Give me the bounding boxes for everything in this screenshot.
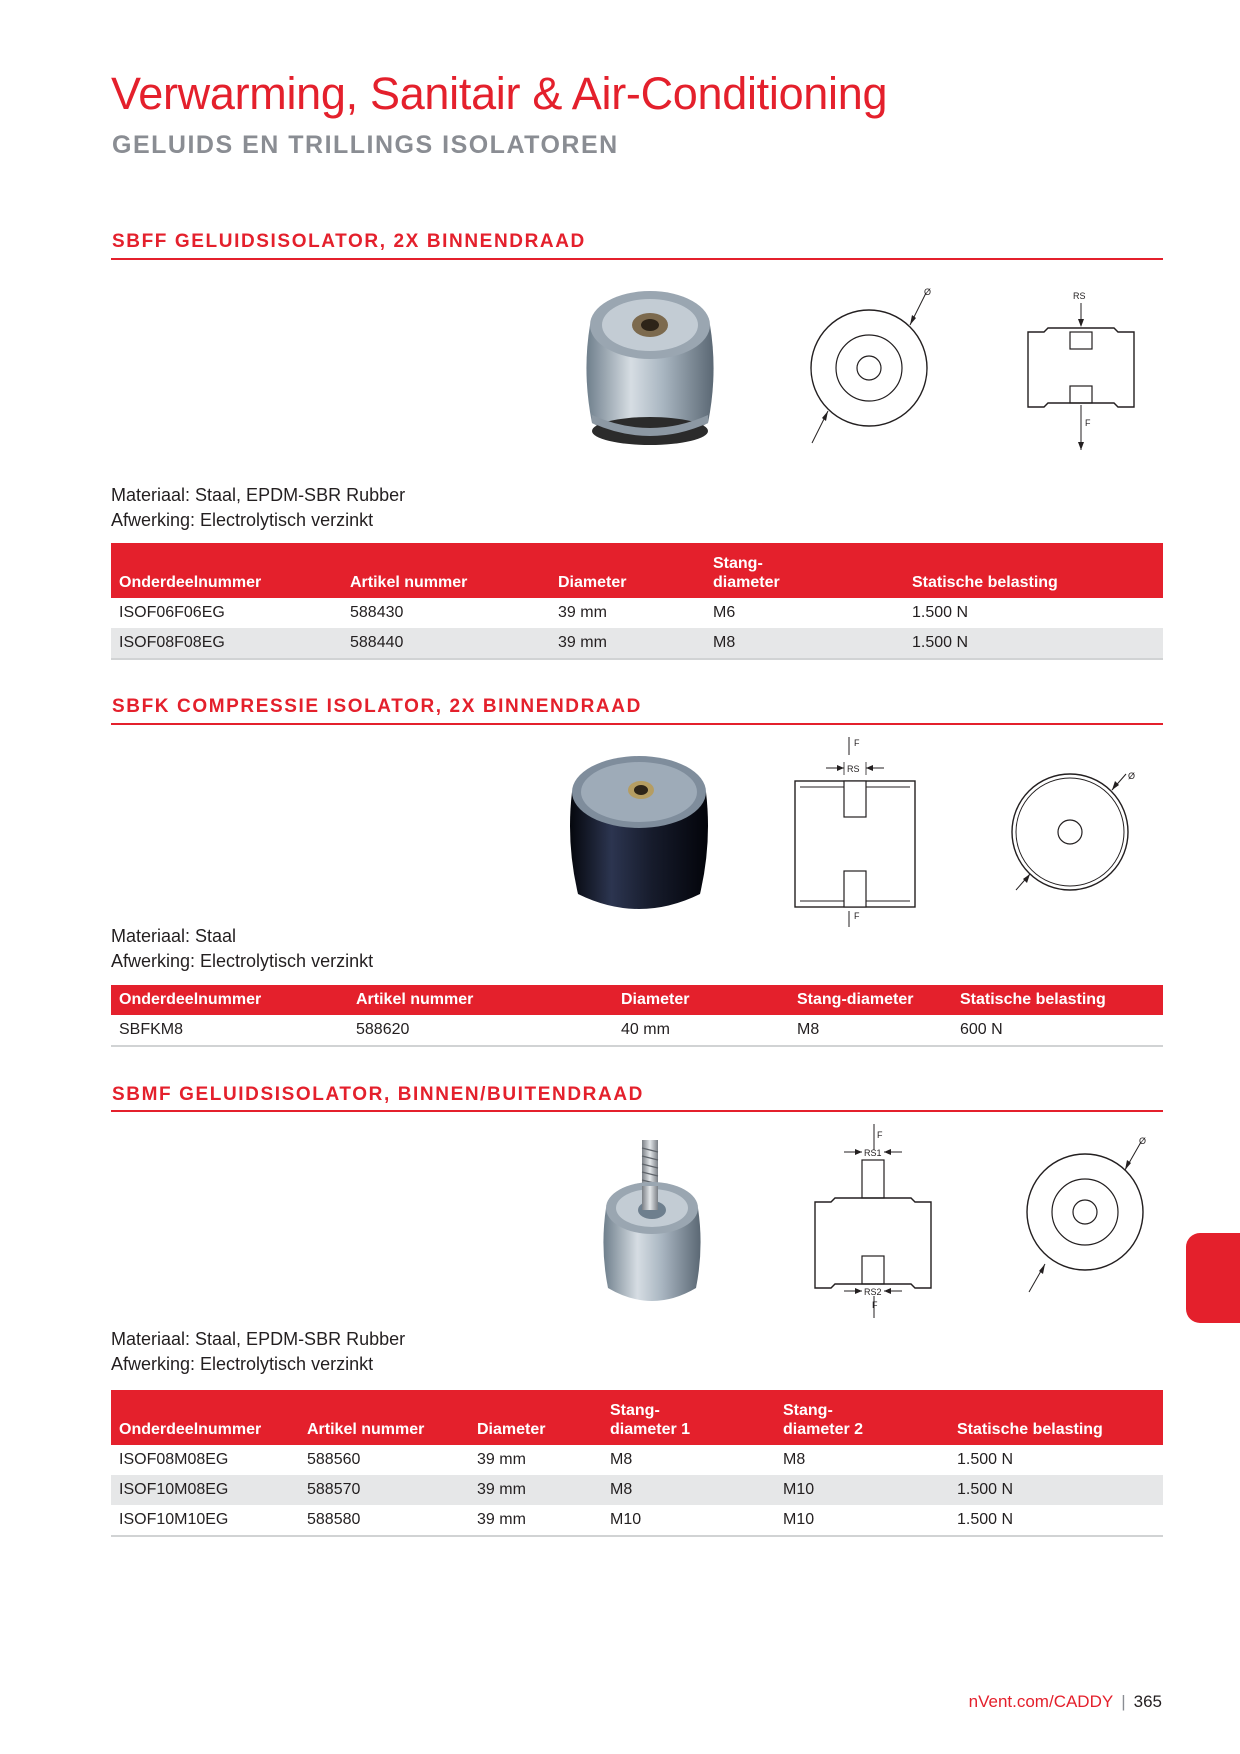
page-title: Verwarming, Sanitair & Air-Conditioning [111, 68, 888, 119]
table-cell: 588430 [350, 604, 404, 621]
rs-label: RS [847, 764, 860, 774]
footer-url[interactable]: nVent.com/CADDY [968, 1692, 1114, 1711]
table-header: Statische belasting [949, 1390, 1163, 1445]
table-cell: 1.500 N [957, 1451, 1014, 1468]
table-cell: M10 [775, 1475, 949, 1505]
page-footer [969, 1692, 1162, 1712]
chapter-tab [1186, 1233, 1240, 1323]
section-heading-sbff: SBFF GELUIDSISOLATOR, 2X BINNENDRAAD [112, 231, 586, 252]
table-cell: 39 mm [477, 1451, 526, 1468]
table-header: Diameter [550, 543, 705, 598]
rs2-label: RS2 [864, 1287, 882, 1297]
table-header: Onderdeelnummer [111, 543, 342, 598]
rs-label: RS [1073, 291, 1086, 301]
table-cell: ISOF08M08EG [119, 1451, 229, 1468]
spec-table-sbff [111, 543, 1163, 660]
table-cell: ISOF06F06EG [119, 604, 225, 621]
table-header: Statische belasting [904, 543, 1163, 598]
table-cell: 39 mm [550, 628, 705, 659]
product-info-sbff [111, 483, 405, 533]
table-row [111, 1445, 1163, 1475]
product-photo-sbmf [598, 1138, 718, 1308]
table-header: Stang- diameter 2 [775, 1390, 949, 1445]
section-heading-sbfk: SBFK COMPRESSIE ISOLATOR, 2X BINNENDRAAD [112, 696, 642, 717]
product-photo-sbff [580, 283, 720, 451]
table-row [111, 598, 1163, 628]
section-heading-sbmf: SBMF GELUIDSISOLATOR, BINNEN/BUITENDRAAD [112, 1084, 644, 1105]
drawing-top-view-sbff [800, 283, 950, 448]
table-cell: M10 [775, 1505, 949, 1536]
table-cell: 40 mm [613, 1015, 789, 1046]
force-label: F [877, 1130, 883, 1140]
table-header: Diameter [613, 985, 789, 1015]
finish-text: Afwerking: Electrolytisch verzinkt [111, 1354, 374, 1374]
section-divider [111, 1110, 1163, 1112]
table-cell: 1.500 N [912, 604, 969, 621]
table-header: Stang-diameter [789, 985, 952, 1015]
diameter-label: Ø [924, 287, 932, 297]
table-header: Statische belasting [952, 985, 1163, 1015]
drawing-side-view-sbff [1010, 283, 1160, 453]
product-photo-sbfk [564, 748, 714, 916]
table-cell: ISOF10M08EG [111, 1475, 299, 1505]
finish-text: Afwerking: Electrolytisch verzinkt [111, 951, 374, 971]
table-cell: M8 [602, 1475, 775, 1505]
page-subtitle: GELUIDS EN TRILLINGS ISOLATOREN [112, 131, 619, 159]
finish-text: Afwerking: Electrolytisch verzinkt [111, 510, 374, 530]
table-header: Artikel nummer [299, 1390, 469, 1445]
table-cell: 588440 [342, 628, 550, 659]
table-cell: ISOF08F08EG [111, 628, 342, 659]
table-cell: 1.500 N [949, 1505, 1163, 1536]
force-label: F [854, 738, 860, 748]
table-header: Onderdeelnummer [111, 985, 348, 1015]
table-header: Artikel nummer [342, 543, 550, 598]
table-cell: ISOF10M10EG [111, 1505, 299, 1536]
section-divider [111, 258, 1163, 260]
drawing-top-view-sbfk [1000, 762, 1150, 922]
table-cell: 39 mm [469, 1475, 602, 1505]
section-divider [111, 723, 1163, 725]
table-cell: 39 mm [558, 604, 607, 621]
material-text: Materiaal: Staal, EPDM-SBR Rubber [111, 485, 406, 505]
force-label: F [872, 1300, 878, 1310]
table-cell: 1.500 N [949, 1475, 1163, 1505]
table-header: Stang- diameter [705, 543, 904, 598]
table-header: Diameter [469, 1390, 602, 1445]
force-label: F [1085, 418, 1091, 428]
table-cell: 588570 [299, 1475, 469, 1505]
table-header: Onderdeelnummer [111, 1390, 299, 1445]
table-row [111, 1505, 1163, 1536]
material-text: Materiaal: Staal, EPDM-SBR Rubber [111, 1329, 406, 1349]
page-number: 365 [1133, 1692, 1162, 1711]
table-cell: 39 mm [469, 1505, 602, 1536]
table-cell: 588560 [307, 1451, 361, 1468]
rs1-label: RS1 [864, 1148, 882, 1158]
table-cell: M10 [602, 1505, 775, 1536]
table-cell: M8 [783, 1451, 806, 1468]
spec-table-sbmf [111, 1390, 1163, 1537]
table-cell: 588620 [348, 1015, 613, 1046]
table-header: Stang- diameter 1 [602, 1390, 775, 1445]
table-cell: 600 N [952, 1015, 1163, 1046]
table-row [111, 1015, 1163, 1046]
table-cell: M6 [713, 604, 736, 621]
table-cell: M8 [705, 628, 904, 659]
diameter-label: Ø [1128, 771, 1136, 781]
drawing-side-view-sbfk [780, 735, 945, 930]
table-row [111, 1475, 1163, 1505]
drawing-top-view-sbmf [1015, 1132, 1165, 1302]
table-cell: M8 [789, 1015, 952, 1046]
spec-table-sbfk [111, 985, 1163, 1047]
drawing-side-view-sbmf [800, 1122, 950, 1322]
diameter-label: Ø [1139, 1136, 1147, 1146]
table-header: Artikel nummer [348, 985, 613, 1015]
material-text: Materiaal: Staal [111, 926, 237, 946]
table-cell: SBFKM8 [111, 1015, 348, 1046]
force-label: F [854, 911, 860, 921]
table-cell: M8 [610, 1451, 633, 1468]
table-row [111, 628, 1163, 659]
product-info-sbmf [111, 1327, 405, 1377]
table-cell: 1.500 N [904, 628, 1163, 659]
product-info-sbfk [111, 924, 373, 974]
table-cell: 588580 [299, 1505, 469, 1536]
footer-separator: | [1121, 1692, 1126, 1711]
